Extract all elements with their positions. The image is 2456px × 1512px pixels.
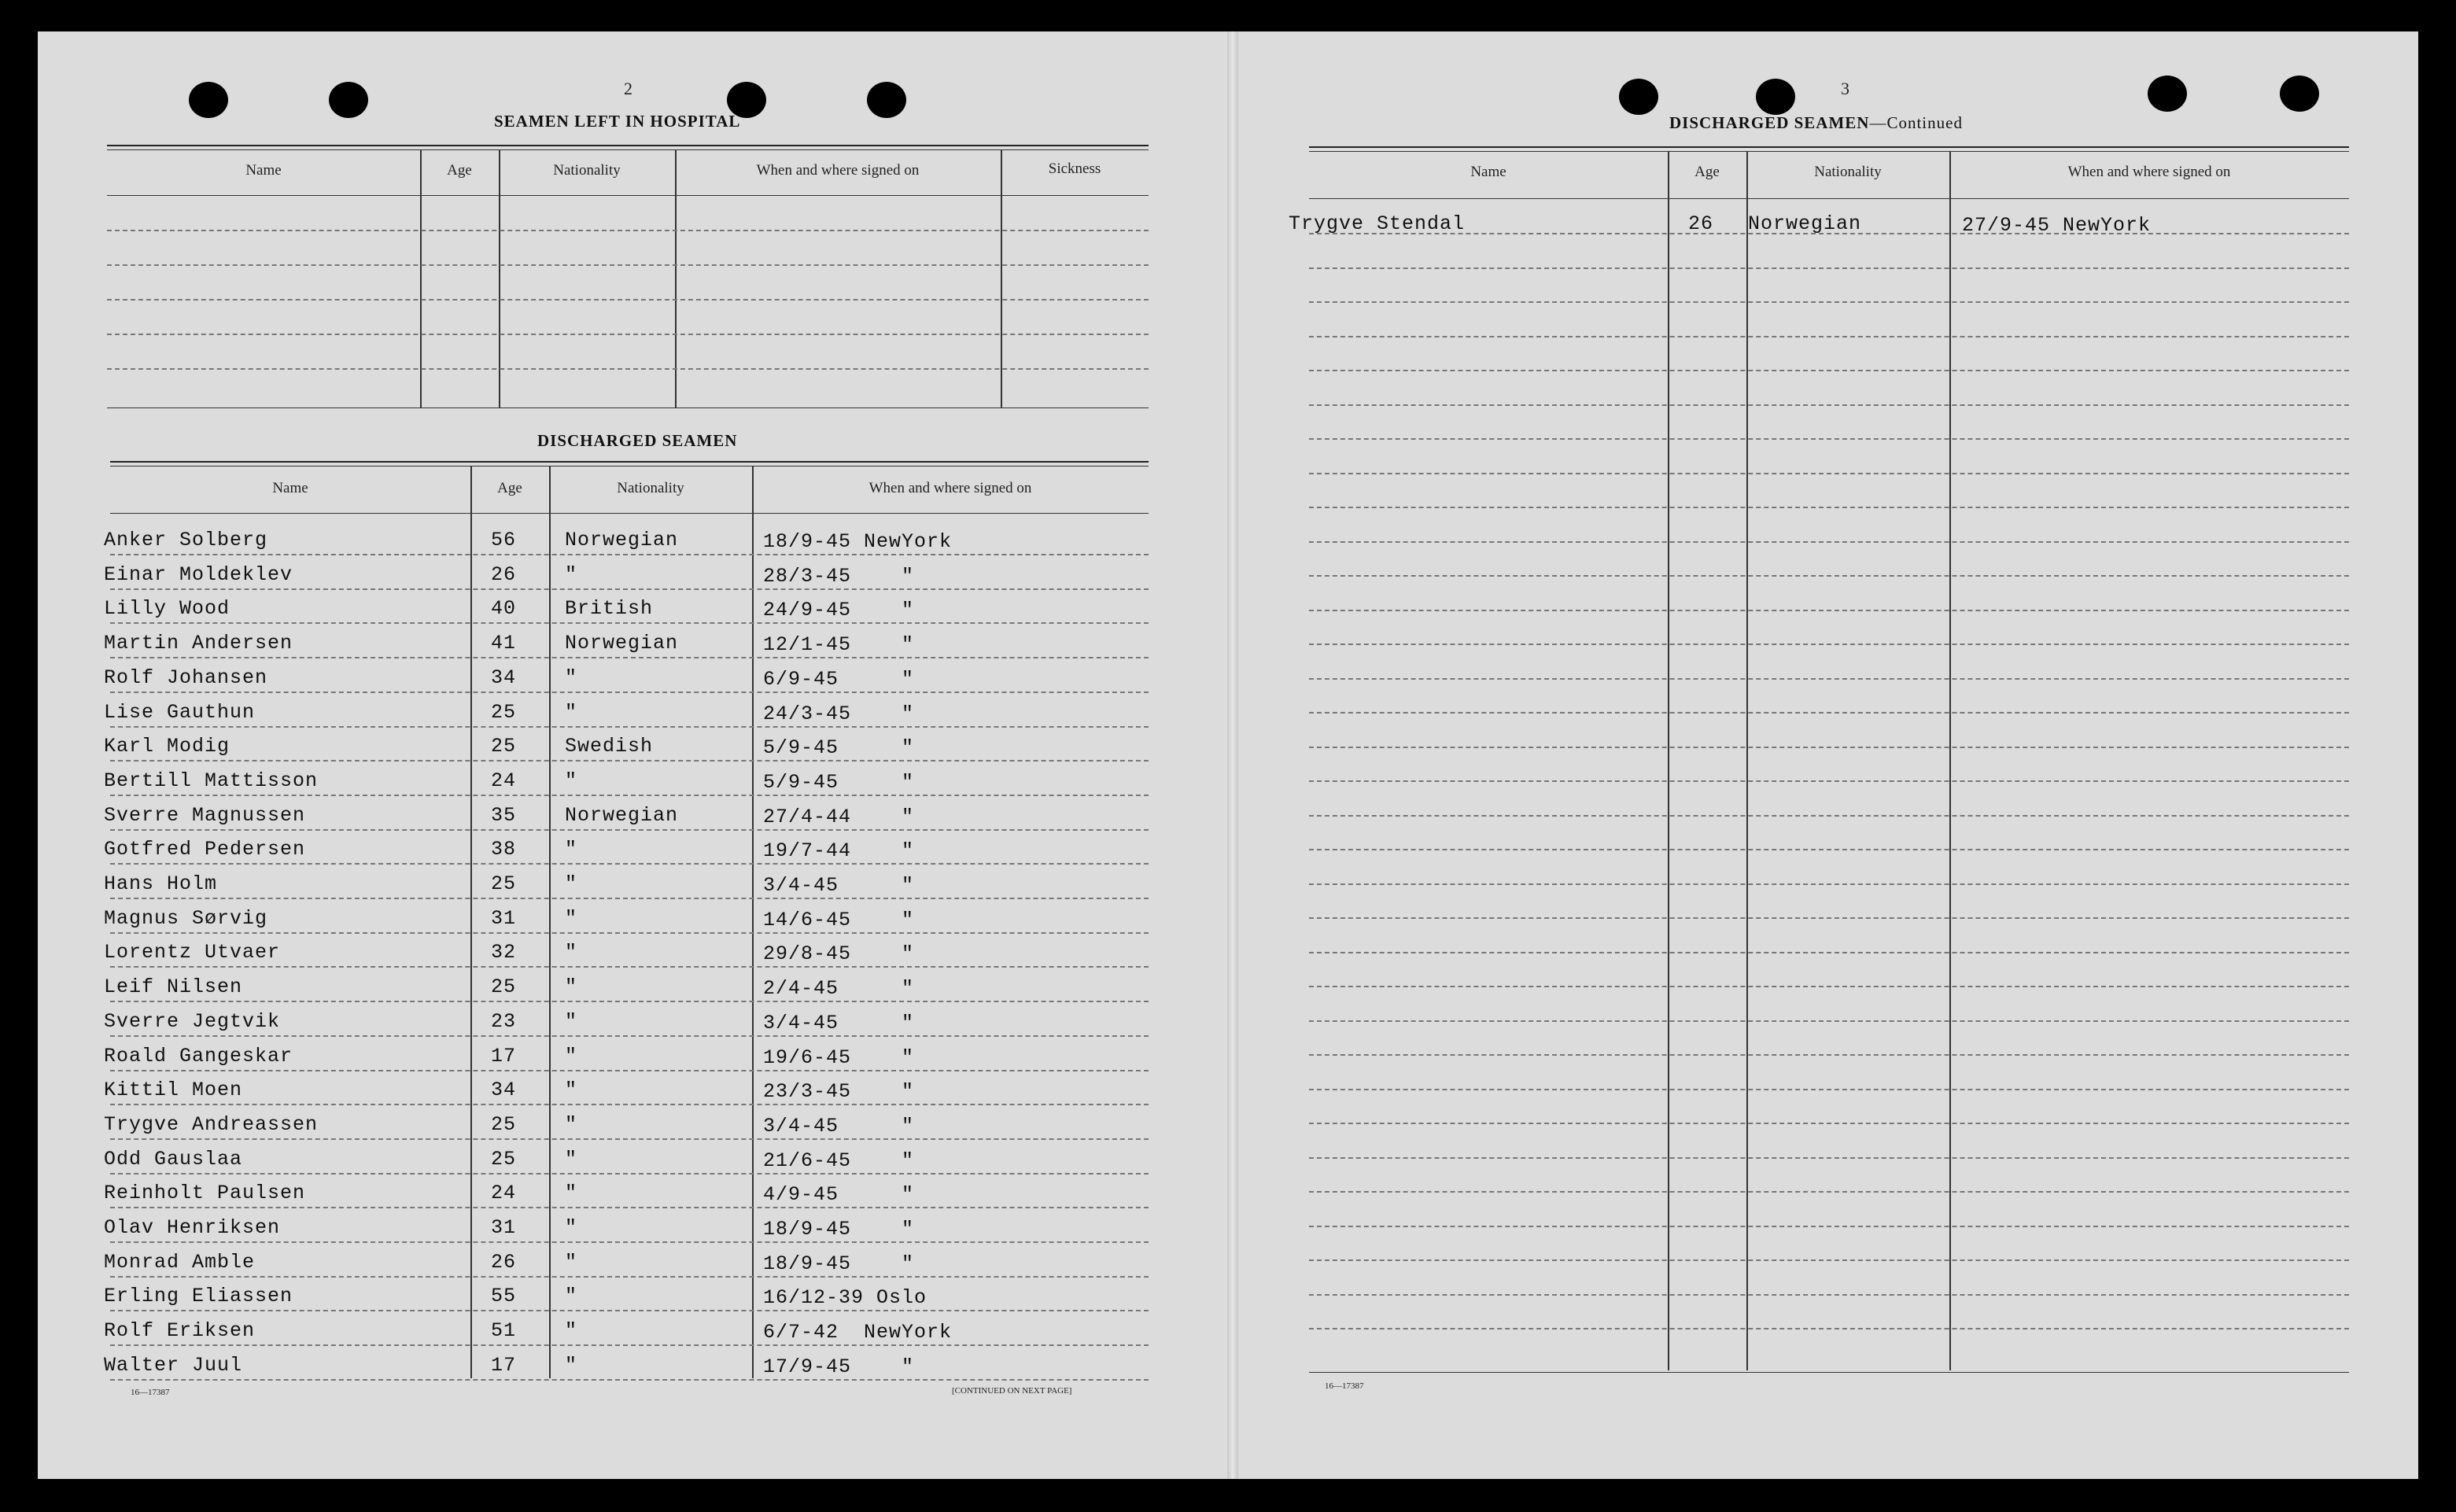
hospital-row-line <box>107 264 1149 266</box>
continued-heading <box>1669 113 1963 133</box>
row-age: 26 <box>491 562 517 586</box>
row-signed: 3/4-45 " <box>763 1011 915 1034</box>
row-line <box>110 795 1149 796</box>
row-line <box>1309 1259 2349 1261</box>
row-line <box>1309 678 2349 680</box>
row-line <box>110 760 1149 762</box>
hospital-header-rule <box>107 195 1149 196</box>
page-number-left: 2 <box>624 79 632 98</box>
row-nationality: " <box>565 941 578 964</box>
row-line <box>1309 1089 2349 1090</box>
row-line <box>110 966 1149 968</box>
row-signed: 28/3-45 " <box>763 564 915 588</box>
continued-note: [CONTINUED ON NEXT PAGE] <box>952 1386 1072 1396</box>
row-signed: 19/7-44 " <box>763 839 915 863</box>
row-nationality: Norwegian <box>1748 212 1862 235</box>
punch-hole <box>867 82 906 118</box>
continued-heading-rest: —Continued <box>1869 113 1963 132</box>
row-name: Anker Solberg <box>104 529 268 551</box>
page-number-right: 3 <box>1841 79 1849 98</box>
discharged-col-signed: When and where signed on <box>868 480 1032 496</box>
row-name: Monrad Amble <box>104 1250 256 1274</box>
row-name: Rolf Johansen <box>104 666 268 689</box>
row-signed: 21/6-45 " <box>763 1149 915 1172</box>
row-age: 41 <box>491 632 517 655</box>
row-nationality: " <box>565 975 578 999</box>
row-line <box>110 829 1149 831</box>
row-age: 56 <box>491 529 517 551</box>
row-age: 55 <box>491 1285 517 1308</box>
row-nationality: " <box>565 1285 578 1308</box>
row-line <box>1309 815 2349 817</box>
right-top-rule2 <box>1309 151 2349 152</box>
row-nationality: " <box>565 906 578 930</box>
row-line <box>1309 1191 2349 1193</box>
punch-hole <box>2280 76 2319 112</box>
discharged-heading: DISCHARGED SEAMEN <box>537 431 738 450</box>
right-vline <box>1949 151 1951 1370</box>
row-age: 34 <box>491 1079 517 1102</box>
discharged-header-rule <box>110 513 1149 514</box>
row-line <box>110 932 1149 934</box>
row-signed: 29/8-45 " <box>763 942 915 966</box>
row-nationality: " <box>565 1216 578 1239</box>
right-bottom-rule <box>1309 1372 2349 1373</box>
row-line <box>1309 1123 2349 1124</box>
discharged-top-rule <box>110 461 1149 463</box>
row-signed: 5/9-45 " <box>763 770 915 794</box>
row-line <box>1309 301 2349 303</box>
row-line <box>110 863 1149 865</box>
hospital-row-line <box>107 334 1149 335</box>
row-name: Leif Nilsen <box>104 975 243 999</box>
punch-hole <box>1619 79 1658 115</box>
row-line <box>110 1173 1149 1175</box>
row-line <box>1309 438 2349 440</box>
row-signed: 5/9-45 " <box>763 736 915 760</box>
row-line <box>1309 267 2349 269</box>
row-line <box>1309 1020 2349 1022</box>
row-name: Kittil Moen <box>104 1079 243 1102</box>
row-name: Walter Juul <box>104 1353 243 1377</box>
discharged-col-name: Name <box>272 480 308 496</box>
hospital-top-rule <box>107 145 1149 146</box>
row-age: 17 <box>491 1353 517 1377</box>
row-age: 23 <box>491 1009 517 1033</box>
hospital-col-signed: When and where signed on <box>756 162 920 179</box>
row-age: 26 <box>491 1250 517 1274</box>
row-name: Gotfred Pedersen <box>104 838 306 861</box>
hospital-row-line <box>107 299 1149 301</box>
row-age: 31 <box>491 1216 517 1239</box>
row-signed: 18/9-45 NewYork <box>763 530 953 553</box>
row-nationality: " <box>565 769 578 792</box>
row-line <box>1309 986 2349 987</box>
row-line <box>1309 336 2349 337</box>
row-nationality: " <box>565 838 578 861</box>
row-line <box>1309 1226 2349 1227</box>
row-name: Karl Modig <box>104 735 230 758</box>
row-age: 25 <box>491 700 517 724</box>
row-age: 24 <box>491 769 517 792</box>
row-nationality: " <box>565 1044 578 1068</box>
row-nationality: British <box>565 597 654 621</box>
row-signed: 2/4-45 " <box>763 977 915 1001</box>
discharged-col-age: Age <box>497 480 522 496</box>
row-nationality: " <box>565 1182 578 1205</box>
row-name: Lise Gauthun <box>104 700 256 724</box>
row-name: Einar Moldeklev <box>104 562 293 586</box>
row-nationality: " <box>565 1009 578 1033</box>
punch-hole <box>1756 79 1795 115</box>
row-signed: 3/4-45 " <box>763 1114 915 1138</box>
discharged-top-rule2 <box>110 466 1149 467</box>
row-nationality: Norwegian <box>565 803 679 827</box>
row-name: Trygve Stendal <box>1289 212 1466 235</box>
row-nationality: Norwegian <box>565 529 679 551</box>
row-name: Reinholt Paulsen <box>104 1182 306 1205</box>
row-signed: 3/4-45 " <box>763 874 915 897</box>
right-header-rule <box>1309 198 2349 199</box>
row-nationality: " <box>565 872 578 895</box>
row-signed: 18/9-45 " <box>763 1252 915 1275</box>
row-signed: 19/6-45 " <box>763 1045 915 1069</box>
row-line <box>110 1035 1149 1037</box>
row-line <box>110 726 1149 728</box>
row-line <box>110 898 1149 899</box>
row-line <box>1309 952 2349 953</box>
row-line <box>1309 370 2349 371</box>
row-line <box>110 1276 1149 1278</box>
row-age: 35 <box>491 803 517 827</box>
right-col-name: Name <box>1470 164 1506 180</box>
row-line <box>1309 1054 2349 1056</box>
continued-heading-bold: DISCHARGED SEAMEN <box>1669 113 1870 132</box>
row-line <box>110 622 1149 624</box>
row-name: Lorentz Utvaer <box>104 941 281 964</box>
row-line <box>110 1241 1149 1243</box>
row-age: 25 <box>491 872 517 895</box>
row-nationality: " <box>565 1112 578 1136</box>
row-line <box>1309 610 2349 611</box>
row-line <box>110 1344 1149 1346</box>
row-nationality: " <box>565 1353 578 1377</box>
row-line <box>110 1138 1149 1140</box>
row-age: 26 <box>1688 212 1714 235</box>
row-name: Magnus Sørvig <box>104 906 268 930</box>
row-line <box>1309 541 2349 543</box>
row-signed: 6/9-45 " <box>763 667 915 691</box>
row-line <box>1309 575 2349 577</box>
row-signed: 18/9-45 " <box>763 1218 915 1241</box>
row-name: Odd Gauslaa <box>104 1147 243 1171</box>
hospital-top-rule2 <box>107 149 1149 150</box>
row-nationality: Norwegian <box>565 632 679 655</box>
row-age: 40 <box>491 597 517 621</box>
punch-hole <box>329 82 368 118</box>
row-name: Martin Andersen <box>104 632 293 655</box>
row-age: 31 <box>491 906 517 930</box>
row-name: Trygve Andreassen <box>104 1112 319 1136</box>
hospital-row-line <box>107 368 1149 370</box>
hospital-col-sickness: Sickness <box>1048 160 1101 177</box>
row-line <box>110 657 1149 658</box>
hospital-row-line <box>107 230 1149 231</box>
punch-hole <box>189 82 228 118</box>
row-name: Erling Eliassen <box>104 1285 293 1308</box>
row-signed: 16/12-39 Oslo <box>763 1286 927 1310</box>
row-name: Olav Henriksen <box>104 1216 281 1239</box>
hospital-col-name: Name <box>245 162 282 179</box>
row-line <box>110 1379 1149 1381</box>
row-line <box>110 1310 1149 1311</box>
row-line <box>1309 507 2349 508</box>
row-age: 25 <box>491 735 517 758</box>
row-age: 25 <box>491 975 517 999</box>
right-col-nationality: Nationality <box>1814 164 1882 180</box>
row-signed: 4/9-45 " <box>763 1183 915 1207</box>
row-line <box>1309 404 2349 406</box>
row-nationality: " <box>565 666 578 689</box>
row-signed: 6/7-42 NewYork <box>763 1321 953 1344</box>
row-age: 25 <box>491 1112 517 1136</box>
right-vline <box>1668 151 1669 1370</box>
row-age: 51 <box>491 1319 517 1343</box>
hospital-heading: SEAMEN LEFT IN HOSPITAL <box>494 112 741 131</box>
row-nationality: " <box>565 1319 578 1343</box>
row-name: Sverre Magnussen <box>104 803 306 827</box>
row-age: 24 <box>491 1182 517 1205</box>
form-number-left: 16—17387 <box>131 1388 170 1397</box>
row-line <box>110 1207 1149 1208</box>
row-line <box>1309 473 2349 474</box>
row-name: Rolf Eriksen <box>104 1319 256 1343</box>
row-name: Roald Gangeskar <box>104 1044 293 1068</box>
row-name: Hans Holm <box>104 872 218 895</box>
row-line <box>1309 747 2349 748</box>
hospital-col-age: Age <box>447 162 472 179</box>
row-line <box>1309 1328 2349 1329</box>
row-signed: 12/1-45 " <box>763 633 915 657</box>
row-line <box>1309 917 2349 919</box>
row-age: 32 <box>491 941 517 964</box>
form-number-right: 16—17387 <box>1325 1381 1364 1391</box>
row-name: Sverre Jegtvik <box>104 1009 281 1033</box>
row-line <box>1309 712 2349 714</box>
row-line <box>110 1070 1149 1071</box>
row-age: 38 <box>491 838 517 861</box>
row-signed: 17/9-45 " <box>763 1355 915 1378</box>
row-nationality: " <box>565 1147 578 1171</box>
row-signed: 23/3-45 " <box>763 1080 915 1104</box>
row-line <box>1309 883 2349 885</box>
right-col-age: Age <box>1694 164 1720 180</box>
right-top-rule <box>1309 146 2349 148</box>
row-line <box>110 554 1149 555</box>
discharged-col-nationality: Nationality <box>617 480 684 496</box>
page-fold <box>1227 31 1238 1479</box>
row-line <box>1309 644 2349 645</box>
row-line <box>110 1104 1149 1105</box>
row-name: Lilly Wood <box>104 597 230 621</box>
row-age: 25 <box>491 1147 517 1171</box>
row-line <box>1309 849 2349 850</box>
row-line <box>110 691 1149 693</box>
row-age: 34 <box>491 666 517 689</box>
row-signed: 24/9-45 " <box>763 599 915 622</box>
row-nationality: " <box>565 1250 578 1274</box>
row-signed: 27/4-44 " <box>763 805 915 828</box>
row-signed: 24/3-45 " <box>763 702 915 725</box>
row-name: Bertill Mattisson <box>104 769 319 792</box>
row-line <box>110 588 1149 590</box>
row-nationality: " <box>565 700 578 724</box>
row-line <box>1309 780 2349 782</box>
row-age: 17 <box>491 1044 517 1068</box>
right-col-signed: When and where signed on <box>2067 164 2231 180</box>
row-line <box>110 1001 1149 1002</box>
row-nationality: " <box>565 1079 578 1102</box>
row-line <box>1309 1157 2349 1159</box>
row-nationality: Swedish <box>565 735 654 758</box>
punch-hole <box>2148 76 2187 112</box>
hospital-col-nationality: Nationality <box>553 162 621 179</box>
row-signed: 27/9-45 NewYork <box>1962 214 2152 237</box>
row-nationality: " <box>565 562 578 586</box>
row-line <box>1309 1294 2349 1296</box>
row-signed: 14/6-45 " <box>763 908 915 931</box>
right-vline <box>1746 151 1748 1370</box>
